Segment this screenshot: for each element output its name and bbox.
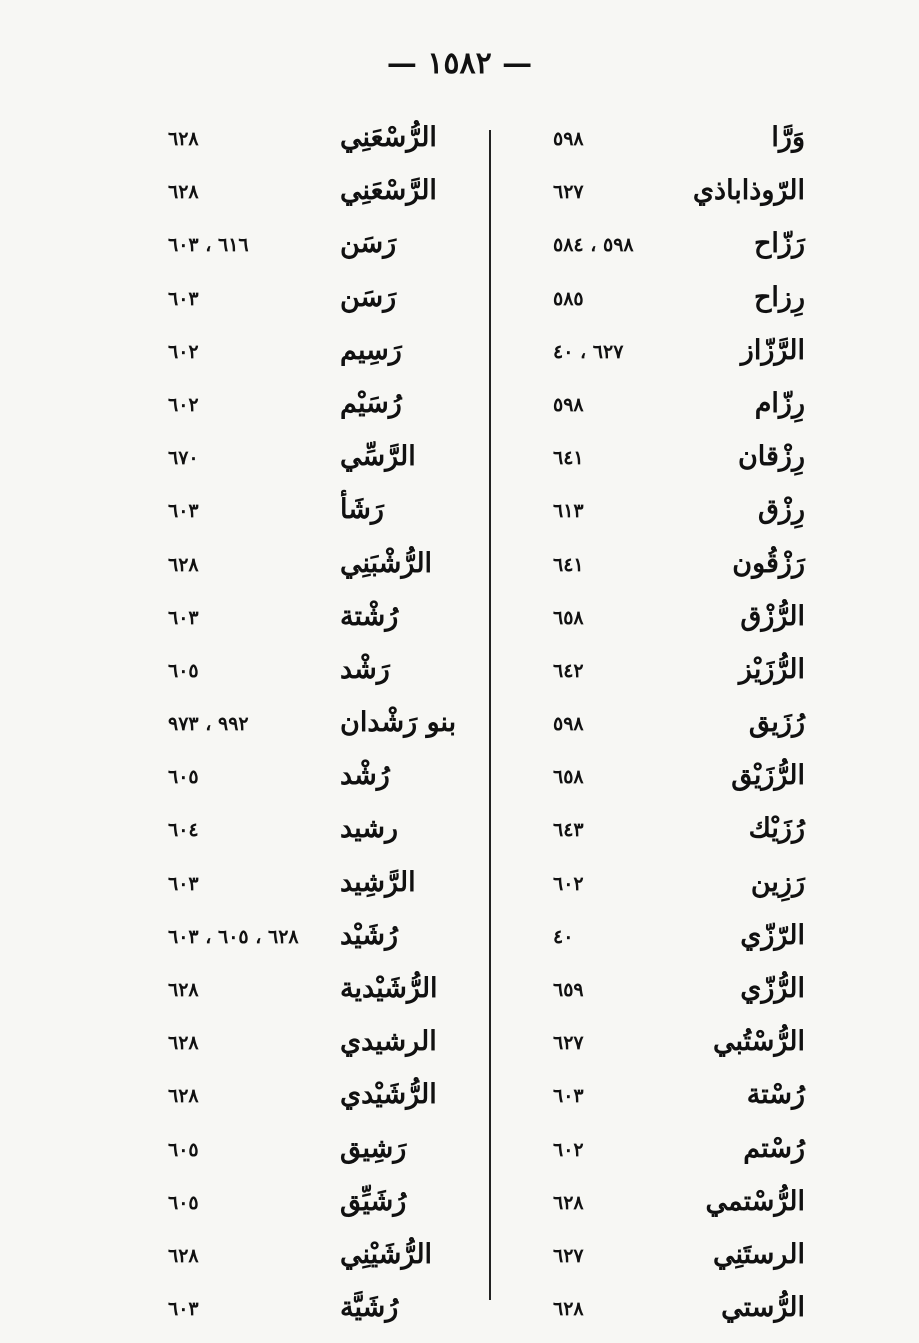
index-entry [475,1180,895,1233]
entry-name: رَزّاح [753,228,805,260]
index-entry [475,435,895,488]
entry-name: الرّوذاباذي [692,175,805,207]
entry-page-refs: ٦٢٨ [553,1191,584,1214]
index-entry [40,861,460,914]
entry-name: رُزَيق [748,707,805,739]
index-entry [475,382,895,435]
entry-name: رُسَيْم [340,387,402,419]
entry-page-refs: ٥٩٨ [553,713,584,736]
entry-page-refs: ٦٥٩ [553,979,584,1001]
entry-page-refs: ٦٠٣ [553,1085,584,1108]
entry-name: رُسْتة [746,1079,805,1111]
entry-name: رِزْقان [737,441,805,473]
index-entry [475,116,895,169]
index-entry [475,807,895,860]
index-entry [40,967,460,1020]
entry-name: الرُّزَيْق [731,760,805,792]
entry-page-refs: ٦٠٤ [168,819,199,842]
entry-page-refs: ٦٤١ [553,447,584,470]
entry-name: رُسْتم [743,1132,805,1164]
entry-name: الرُّزْق [740,600,805,632]
entry-name: رَزْقُون [732,547,805,579]
index-entry [40,807,460,860]
index-column-left [40,116,460,1339]
entry-page-refs: ٦٢٨ [553,1298,584,1321]
entry-page-refs: ٦٤١ [553,553,584,576]
entry-page-refs: ٥٩٨ ، ٥٨٤ [553,234,634,257]
index-entry [475,1233,895,1286]
entry-page-refs: ٦٢٨ ، ٦٠٥ ، ٦٠٣ [168,925,299,948]
entry-page-refs: ٦٠٥ [168,766,199,789]
entry-name: الرَّشِيد [340,866,416,898]
index-entry [40,1286,460,1339]
entry-name: وَرَّا [771,122,805,153]
index-entry [475,754,895,807]
entry-name: رَشِيق [340,1132,407,1164]
entry-page-refs: ٦٠٣ [168,872,199,895]
entry-page-refs: ٦٠٣ [168,606,199,629]
entry-page-refs: ٦٢٧ [553,1244,584,1267]
index-entry [475,1127,895,1180]
entry-name: الرُّسْتُبي [712,1026,805,1058]
entry-name: الرُّزّي [740,973,805,1004]
entry-page-refs: ٤٠ [553,925,574,948]
index-entry [40,435,460,488]
index-entry [40,1127,460,1180]
index-entry [40,1073,460,1126]
entry-page-refs: ٦١٦ ، ٦٠٣ [168,234,249,257]
page-number: — ١٥٨٢ — [386,46,533,81]
entry-page-refs: ٦٠٣ [168,287,199,310]
entry-page-refs: ٦١٣ [553,500,584,523]
entry-name: الرُّشَيْدي [340,1079,437,1111]
entry-page-refs: ٦٢٨ [168,979,199,1001]
entry-page-refs: ٦٢٨ [168,553,199,576]
index-entry [40,701,460,754]
index-entry [475,701,895,754]
index-entry [475,542,895,595]
index-entry [475,222,895,275]
index-entry [475,595,895,648]
entry-page-refs: ٦٢٨ [168,1244,199,1267]
entry-page-refs: ٦٠٢ [168,393,199,416]
entry-name: رُشْد [340,760,390,792]
entry-page-refs: ٦٥٨ [553,766,584,789]
entry-name: الرُّشَيْدية [340,973,438,1004]
index-entry [475,648,895,701]
index-entry [475,967,895,1020]
entry-page-refs: ٦٢٨ [168,1085,199,1108]
entry-name: رَسَن [340,228,397,260]
entry-name: رَسِيم [340,334,402,366]
entry-name: رِزاح [753,281,805,313]
index-entry [40,222,460,275]
entry-name: الرَّسِّي [340,441,416,473]
entry-page-refs: ٦٠٢ [553,872,584,895]
index-entry [40,754,460,807]
entry-page-refs: ٦٢٧ [553,1032,584,1055]
index-entry [40,914,460,967]
index-entry [40,276,460,329]
index-entry [40,116,460,169]
index-entry [475,861,895,914]
entry-name: رُشْتة [340,600,399,632]
entry-page-refs: ٦٠٥ [168,659,199,682]
entry-name: رِزْق [757,494,805,526]
index-entry [40,1020,460,1073]
entry-name: رَزِين [750,866,805,898]
entry-page-refs: ٦٧٠ [168,447,199,470]
index-entry [40,1233,460,1286]
entry-name: الرّزّي [740,919,805,951]
entry-page-refs: ٥٩٨ [553,393,584,416]
index-entry [40,595,460,648]
index-entry [475,169,895,222]
entry-name: الرُّسْتمي [705,1185,805,1217]
entry-name: الرُّشَيْنِي [340,1238,433,1270]
entry-page-refs: ٦٢٨ [168,181,199,204]
entry-name: الرُّسْعَنِي [340,122,437,153]
index-entry [40,1180,460,1233]
entry-name: رِزّام [754,387,805,419]
index-entry [475,329,895,382]
index-entry [40,488,460,541]
entry-page-refs: ٦٢٨ [168,128,199,150]
index-entry [475,488,895,541]
index-entry [475,1286,895,1339]
entry-page-refs: ٦٠٢ [168,340,199,363]
entry-name: رشيد [340,813,398,845]
entry-name: الرُّشْبَنِي [340,547,433,579]
entry-name: الرُّستي [721,1292,805,1324]
entry-page-refs: ٦٠٢ [553,1138,584,1161]
index-entry [40,542,460,595]
index-entry [475,1020,895,1073]
index-entry [40,382,460,435]
entry-page-refs: ٦٥٨ [553,606,584,629]
entry-name: رُزَيْك [748,813,805,845]
entry-name: رَسَن [340,281,397,313]
entry-page-refs: ٦٤٢ [553,659,584,682]
entry-page-refs: ٦٢٨ [168,1032,199,1055]
entry-name: رُشَيَّة [340,1292,399,1324]
index-column-right [475,116,895,1339]
entry-name: الرشيدي [340,1026,437,1058]
entry-page-refs: ٦٢٧ [553,181,584,204]
entry-name: رَشَأ [340,494,384,526]
entry-name: الرُّزَيْز [738,653,805,685]
entry-page-refs: ٥٩٨ [553,128,584,150]
entry-name: رُشَيِّق [340,1185,407,1217]
entry-name: رَشْد [340,653,390,685]
entry-page-refs: ٦٢٧ ، ٤٠ [553,340,624,363]
entry-page-refs: ٦٠٥ [168,1138,199,1161]
index-entry [40,169,460,222]
index-entry [475,914,895,967]
index-entry [40,329,460,382]
entry-page-refs: ٦٠٣ [168,1298,199,1321]
entry-name: الرستَنِي [712,1238,805,1270]
entry-name: بنو رَشْدان [340,707,457,739]
entry-page-refs: ٩٩٢ ، ٩٧٣ [168,713,249,736]
index-entry [475,1073,895,1126]
index-entry [475,276,895,329]
entry-page-refs: ٦٠٣ [168,500,199,523]
entry-page-refs: ٦٠٥ [168,1191,199,1214]
index-entry [40,648,460,701]
entry-name: الرَّزّاز [740,334,805,366]
entry-page-refs: ٦٤٣ [553,819,584,842]
entry-page-refs: ٥٨٥ [553,287,584,310]
entry-name: الرَّسْعَنِي [340,175,437,207]
entry-name: رُشَيْد [340,919,398,951]
